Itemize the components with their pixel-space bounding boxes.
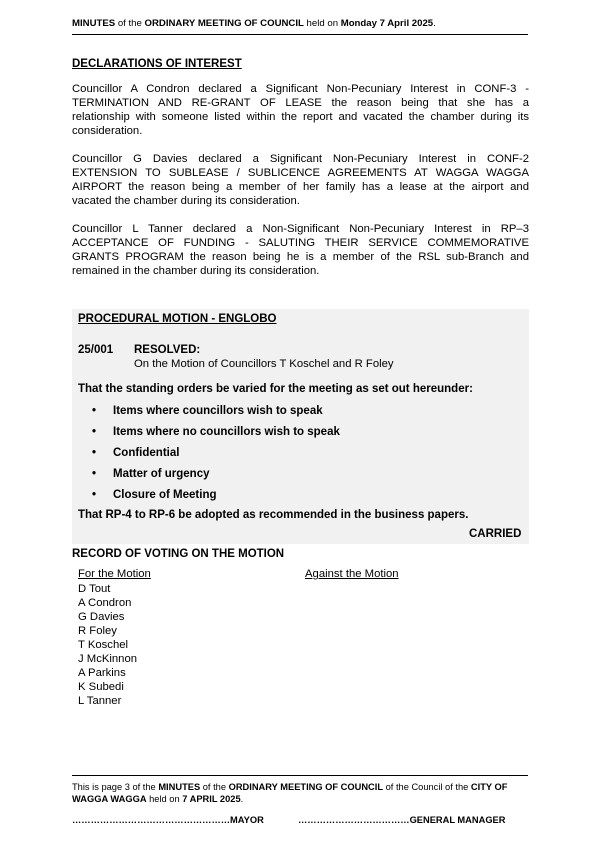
list-item bbox=[92, 404, 340, 425]
bullet-icon: • bbox=[92, 405, 97, 417]
voter-name: L Tanner bbox=[78, 695, 122, 707]
footer-text-part: of the bbox=[200, 782, 229, 792]
header-held-on: held on bbox=[303, 18, 341, 29]
general-manager-signature-line: ………………………………GENERAL MANAGER bbox=[298, 815, 506, 825]
resolved-label: RESOLVED: bbox=[134, 344, 201, 356]
standing-orders-list bbox=[92, 404, 340, 509]
text-line: Councillor L Tanner declared a Non-Significant Non-Pecuniary Interest in RP–3 bbox=[72, 223, 529, 235]
bullet-icon: • bbox=[92, 468, 97, 480]
carried-label: CARRIED bbox=[469, 528, 522, 540]
voter-name: A Condron bbox=[78, 597, 132, 609]
footer-meeting: ORDINARY MEETING OF COUNCIL bbox=[228, 782, 384, 792]
text-line: AIRPORT the reason being a member of her family has a lease at the airport and bbox=[72, 181, 529, 193]
mayor-signature-line: ……………………………………………MAYOR bbox=[72, 815, 264, 825]
list-item bbox=[92, 467, 340, 488]
text-line: EXTENSION TO SUBLEASE / SUBLICENCE AGREEMENTS AT WAGGA WAGGA bbox=[72, 167, 529, 179]
motion-movers: On the Motion of Councillors T Koschel and R Foley bbox=[134, 358, 394, 370]
bullet-icon: • bbox=[92, 489, 97, 501]
footer-minutes: MINUTES bbox=[158, 782, 201, 792]
page-header bbox=[72, 18, 528, 35]
voter-name: J McKinnon bbox=[78, 653, 138, 665]
header-minutes: MINUTES bbox=[72, 18, 116, 29]
resolution-number: 25/001 bbox=[78, 344, 114, 356]
page-footer bbox=[72, 781, 528, 805]
text-line: Councillor G Davies declared a Significant Non-Pecuniary Interest in CONF-2 bbox=[72, 153, 529, 165]
standing-orders-text: That the standing orders be varied for the meeting as set out hereunder: bbox=[78, 383, 473, 395]
text-line: relationship with someone listed within the report and vacated the chamber during its bbox=[72, 111, 529, 123]
text-line: vacated the chamber during its consideration. bbox=[72, 195, 300, 207]
footer-date: 7 APRIL 2025 bbox=[182, 794, 241, 804]
declaration-paragraph bbox=[72, 82, 529, 138]
text-line: ACCEPTANCE OF FUNDING - SALUTING THEIR SERVICE COMMEMORATIVE bbox=[72, 237, 529, 249]
declaration-paragraph bbox=[72, 152, 529, 208]
voter-name: K Subedi bbox=[78, 681, 124, 693]
voter-name: G Davies bbox=[78, 611, 125, 623]
list-item-label: Confidential bbox=[113, 447, 180, 459]
list-item-label: Items where no councillors wish to speak bbox=[113, 426, 340, 438]
footer-divider bbox=[72, 775, 528, 776]
declaration-paragraph bbox=[72, 222, 529, 278]
footer-text-part: This is page 3 of the bbox=[72, 782, 159, 792]
header-meeting: ORDINARY MEETING OF COUNCIL bbox=[144, 18, 304, 29]
for-motion-list bbox=[78, 582, 137, 708]
text-line: consideration. bbox=[72, 125, 143, 137]
voter-name: T Koschel bbox=[78, 639, 129, 651]
footer-text-part: of the Council of the bbox=[383, 782, 471, 792]
text-line: GRANTS PROGRAM the reason being he is a member of the RSL sub-Branch and bbox=[72, 251, 529, 263]
footer-text-part: held on bbox=[146, 794, 183, 804]
header-date: Monday 7 April 2025 bbox=[340, 18, 434, 29]
list-item bbox=[92, 446, 340, 467]
list-item bbox=[92, 488, 340, 509]
text-line: remained in the chamber during its consideration. bbox=[72, 265, 320, 277]
list-item bbox=[92, 425, 340, 446]
adoption-statement: That RP-4 to RP-6 be adopted as recommended in the business papers. bbox=[78, 509, 469, 521]
list-item-label: Matter of urgency bbox=[113, 468, 210, 480]
voter-name: R Foley bbox=[78, 625, 117, 637]
bullet-icon: • bbox=[92, 426, 97, 438]
text-line: TERMINATION AND RE-GRANT OF LEASE the reason being that she has a bbox=[72, 97, 529, 109]
voting-record-title: RECORD OF VOTING ON THE MOTION bbox=[72, 548, 285, 560]
footer-text-part: . bbox=[240, 794, 244, 804]
against-motion-heading: Against the Motion bbox=[305, 568, 399, 580]
procedural-motion-title: PROCEDURAL MOTION - ENGLOBO bbox=[78, 313, 277, 325]
declarations-title: DECLARATIONS OF INTEREST bbox=[72, 58, 242, 70]
voter-name: D Tout bbox=[78, 583, 111, 595]
bullet-icon: • bbox=[92, 447, 97, 459]
voter-name: A Parkins bbox=[78, 667, 126, 679]
footer-city: CITY OF WAGGA WAGGA bbox=[72, 782, 508, 804]
header-period: . bbox=[433, 18, 436, 29]
list-item-label: Closure of Meeting bbox=[113, 489, 217, 501]
header-of: of the bbox=[115, 18, 145, 29]
list-item-label: Items where councillors wish to speak bbox=[113, 405, 323, 417]
for-motion-heading: For the Motion bbox=[78, 568, 151, 580]
text-line: Councillor A Condron declared a Significant Non-Pecuniary Interest in CONF-3 - bbox=[72, 83, 529, 95]
